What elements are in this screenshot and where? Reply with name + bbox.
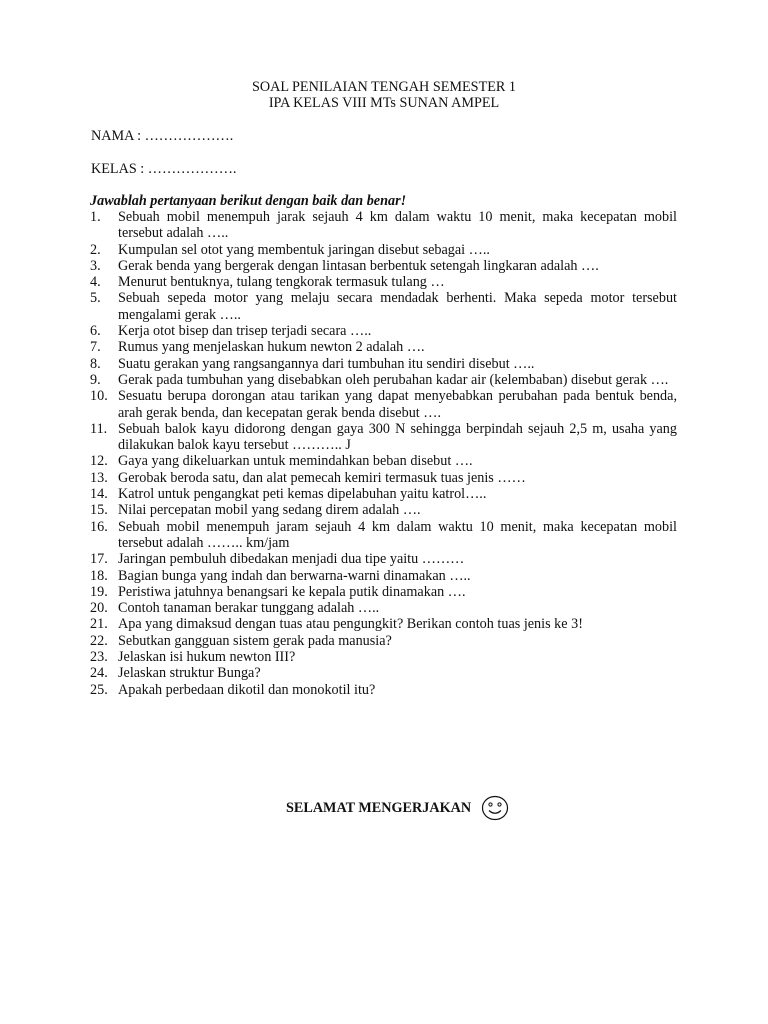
question-number: 7. xyxy=(90,339,101,356)
title-line-2: IPA KELAS VIII MTs SUNAN AMPEL xyxy=(268,95,500,112)
question-item xyxy=(90,470,677,486)
question-text: Peristiwa jatuhnya benangsari ke kepala putik dinamakan …. xyxy=(118,583,466,600)
question-text: Jaringan pembuluh dibedakan menjadi dua tipe yaitu ……… xyxy=(118,551,465,568)
question-item xyxy=(90,421,677,454)
question-text: Kerja otot bisep dan trisep terjadi secara ….. xyxy=(118,323,372,340)
question-text: Gerak benda yang bergerak dengan lintasan berbentuk setengah lingkaran adalah …. xyxy=(118,257,599,274)
question-text: Sebuah mobil menempuh jaram sejauh 4 km dalam waktu 10 menit, maka kecepatan mobil tersebut adalah …….. km/jam xyxy=(118,518,677,551)
question-text: Gerak pada tumbuhan yang disebabkan oleh perubahan kadar air (kelembaban) disebut gerak …. xyxy=(118,371,669,388)
question-item xyxy=(90,600,677,616)
question-item xyxy=(90,453,677,469)
question-number: 22. xyxy=(90,632,108,649)
kelas-field: KELAS : ………………. xyxy=(91,161,237,177)
question-number: 2. xyxy=(90,241,101,258)
question-number: 6. xyxy=(90,323,101,340)
question-item xyxy=(90,584,677,600)
question-number: 8. xyxy=(90,355,101,372)
question-item xyxy=(90,388,677,421)
question-text: Jelaskan struktur Bunga? xyxy=(118,665,261,682)
question-item xyxy=(90,568,677,584)
question-number: 23. xyxy=(90,649,108,666)
question-text: Suatu gerakan yang rangsangannya dari tumbuhan itu sendiri disebut ….. xyxy=(118,355,535,372)
question-number: 3. xyxy=(90,257,101,274)
smiley-face-icon xyxy=(481,795,509,821)
question-item xyxy=(90,682,677,698)
question-number: 20. xyxy=(90,600,108,617)
question-text: Nilai percepatan mobil yang sedang direm adalah …. xyxy=(118,502,421,519)
question-text: Sesuatu berupa dorongan atau tarikan yang dapat menyebabkan perubahan pada bentuk benda, arah gerak benda, dan kecepatan gerak benda disebut …. xyxy=(118,388,677,421)
question-number: 25. xyxy=(90,681,108,698)
question-number: 24. xyxy=(90,665,108,682)
question-item xyxy=(90,290,677,323)
question-item xyxy=(90,356,677,372)
nama-field: NAMA : ………………. xyxy=(91,128,234,144)
document-title xyxy=(0,79,768,112)
closing-text: SELAMAT MENGERJAKAN xyxy=(286,799,472,816)
question-text: Gerobak beroda satu, dan alat pemecah kemiri termasuk tuas jenis …… xyxy=(118,469,526,486)
question-number: 5. xyxy=(90,290,101,307)
question-text: Gaya yang dikeluarkan untuk memindahkan beban disebut …. xyxy=(118,453,473,470)
question-number: 16. xyxy=(90,518,108,535)
question-number: 18. xyxy=(90,567,108,584)
question-item xyxy=(90,339,677,355)
question-text: Sebuah mobil menempuh jarak sejauh 4 km dalam waktu 10 menit, maka kecepatan mobil tersebut adalah ….. xyxy=(118,209,677,242)
question-item xyxy=(90,242,677,258)
question-number: 13. xyxy=(90,469,108,486)
question-item xyxy=(90,274,677,290)
question-item xyxy=(90,502,677,518)
question-text: Sebutkan gangguan sistem gerak pada manusia? xyxy=(118,632,392,649)
question-number: 11. xyxy=(90,420,108,437)
question-item xyxy=(90,551,677,567)
question-item xyxy=(90,633,677,649)
question-number: 15. xyxy=(90,502,108,519)
question-item xyxy=(90,665,677,681)
question-item xyxy=(90,649,677,665)
question-text: Contoh tanaman berakar tunggang adalah ….. xyxy=(118,600,380,617)
closing-message xyxy=(286,795,509,821)
question-text: Apakah perbedaan dikotil dan monokotil itu? xyxy=(118,681,376,698)
question-text: Kumpulan sel otot yang membentuk jaringan disebut sebagai ….. xyxy=(118,241,490,258)
title-line-1: SOAL PENILAIAN TENGAH SEMESTER 1 xyxy=(251,79,517,95)
question-number: 10. xyxy=(90,388,108,405)
question-text: Bagian bunga yang indah dan berwarna-warni dinamakan ….. xyxy=(118,567,471,584)
question-item xyxy=(90,209,677,242)
question-text: Apa yang dimaksud dengan tuas atau pengungkit? Berikan contoh tuas jenis ke 3! xyxy=(118,616,583,633)
question-number: 21. xyxy=(90,616,108,633)
question-item xyxy=(90,519,677,552)
question-item xyxy=(90,486,677,502)
question-number: 9. xyxy=(90,371,101,388)
question-text: Menurut bentuknya, tulang tengkorak termasuk tulang … xyxy=(118,274,445,291)
question-item xyxy=(90,372,677,388)
question-item xyxy=(90,323,677,339)
question-item xyxy=(90,258,677,274)
question-number: 1. xyxy=(90,209,101,225)
question-item xyxy=(90,616,677,632)
question-text: Katrol untuk pengangkat peti kemas dipelabuhan yaitu katrol….. xyxy=(118,486,487,503)
question-text: Rumus yang menjelaskan hukum newton 2 adalah …. xyxy=(118,339,425,356)
question-number: 17. xyxy=(90,551,108,568)
question-number: 4. xyxy=(90,274,101,291)
question-text: Sebuah balok kayu didorong dengan gaya 300 N sehingga berpindah sejauh 2,5 m, usaha yang dilakukan balok kayu tersebut ……….. J xyxy=(118,420,677,454)
question-text: Jelaskan isi hukum newton III? xyxy=(118,649,296,666)
question-number: 14. xyxy=(90,486,108,503)
instruction-text: Jawablah pertanyaan berikut dengan baik dan benar! xyxy=(90,193,407,209)
question-text: Sebuah sepeda motor yang melaju secara mendadak berhenti. Maka sepeda motor tersebut mengalami gerak ….. xyxy=(118,290,677,323)
question-number: 19. xyxy=(90,583,108,600)
question-number: 12. xyxy=(90,453,108,470)
question-list xyxy=(90,209,677,698)
